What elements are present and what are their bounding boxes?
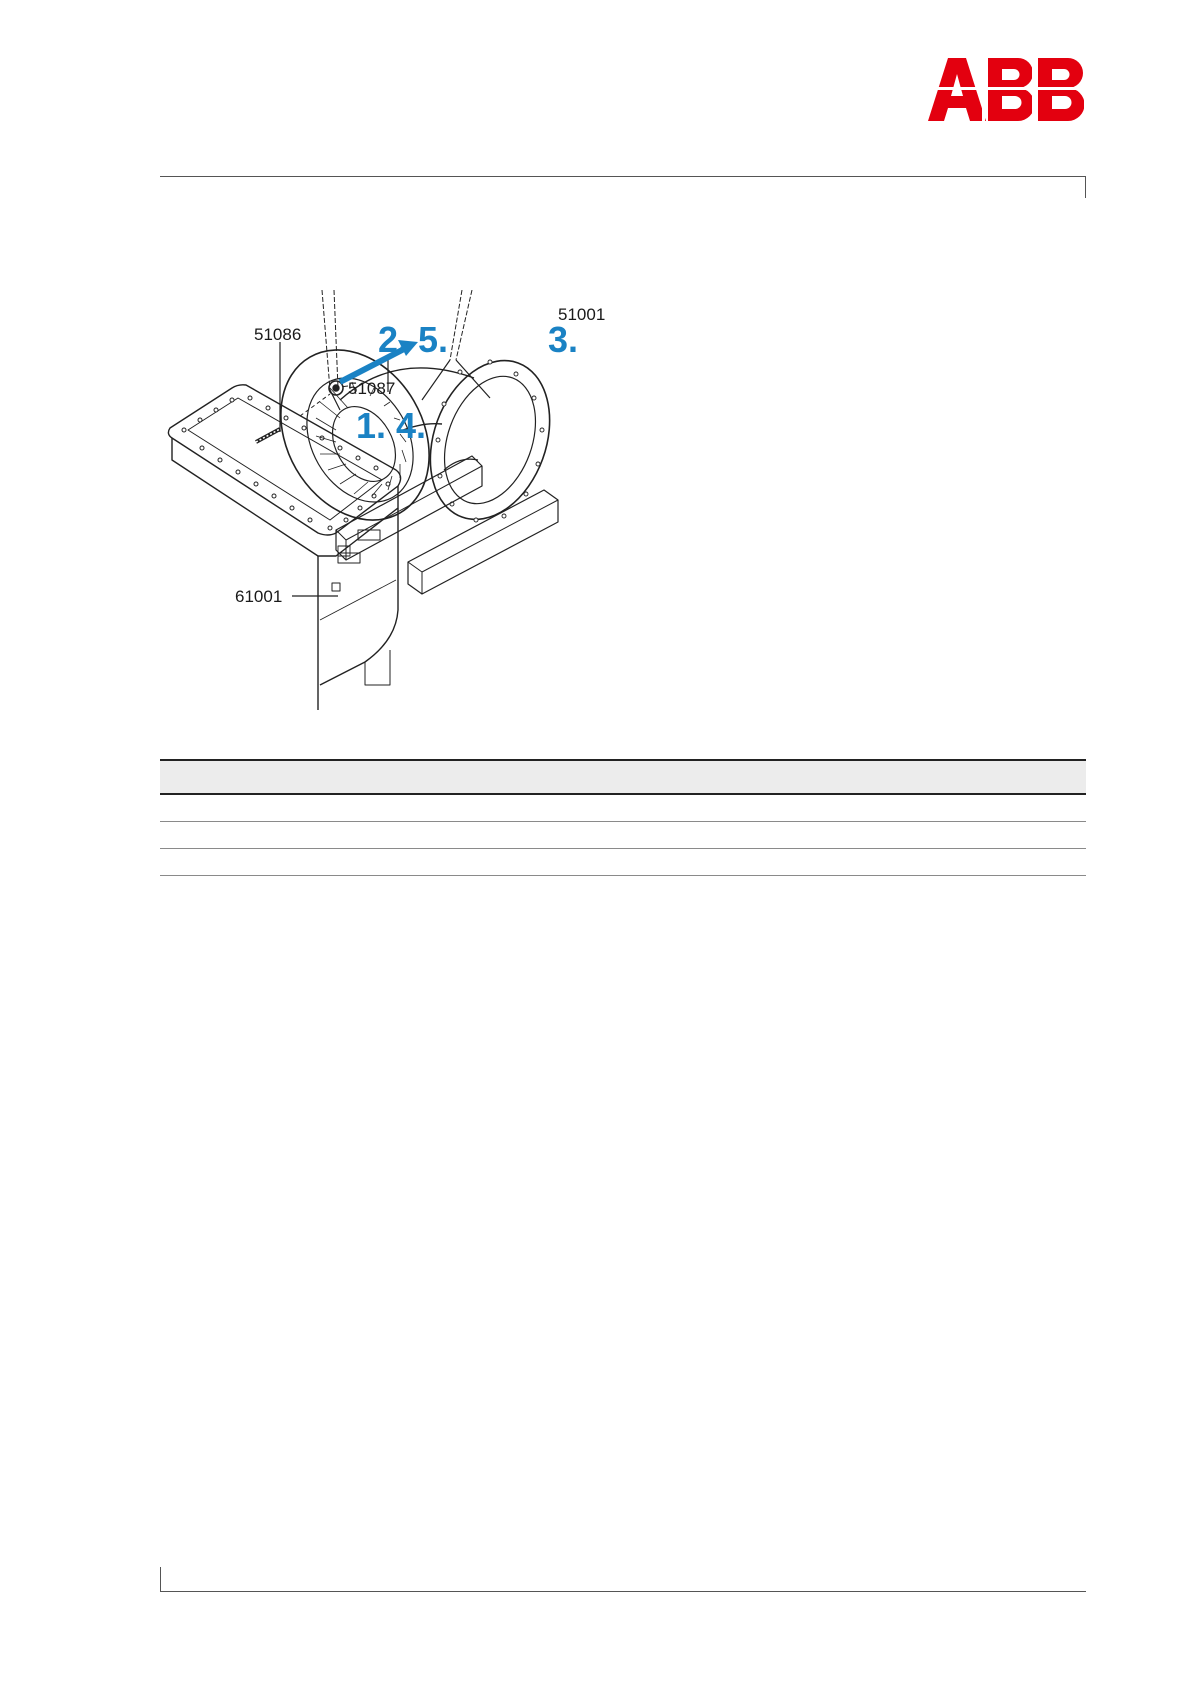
table-header xyxy=(160,759,1086,795)
table-row xyxy=(160,795,1086,822)
step-remove: 2. 5. xyxy=(378,319,449,360)
callout-gas-outlet-casing: 51001 xyxy=(558,305,606,324)
assembly-illustration xyxy=(160,290,720,710)
header-rule xyxy=(160,176,1086,177)
callout-stud: 51086 xyxy=(254,325,302,344)
footer-rule xyxy=(160,1591,1086,1592)
callout-nut: 51087 xyxy=(348,379,396,398)
parts-table xyxy=(160,759,1086,876)
step-lift: 3. xyxy=(548,319,579,360)
header-rule-tick xyxy=(1085,176,1086,198)
step-fit: 1. 4. xyxy=(356,405,427,446)
table-row xyxy=(160,822,1086,849)
footer-rule-tick xyxy=(160,1567,161,1592)
abb-logo xyxy=(928,58,1084,121)
table-row xyxy=(160,849,1086,876)
callout-bearing-casing: 61001 xyxy=(235,587,283,606)
